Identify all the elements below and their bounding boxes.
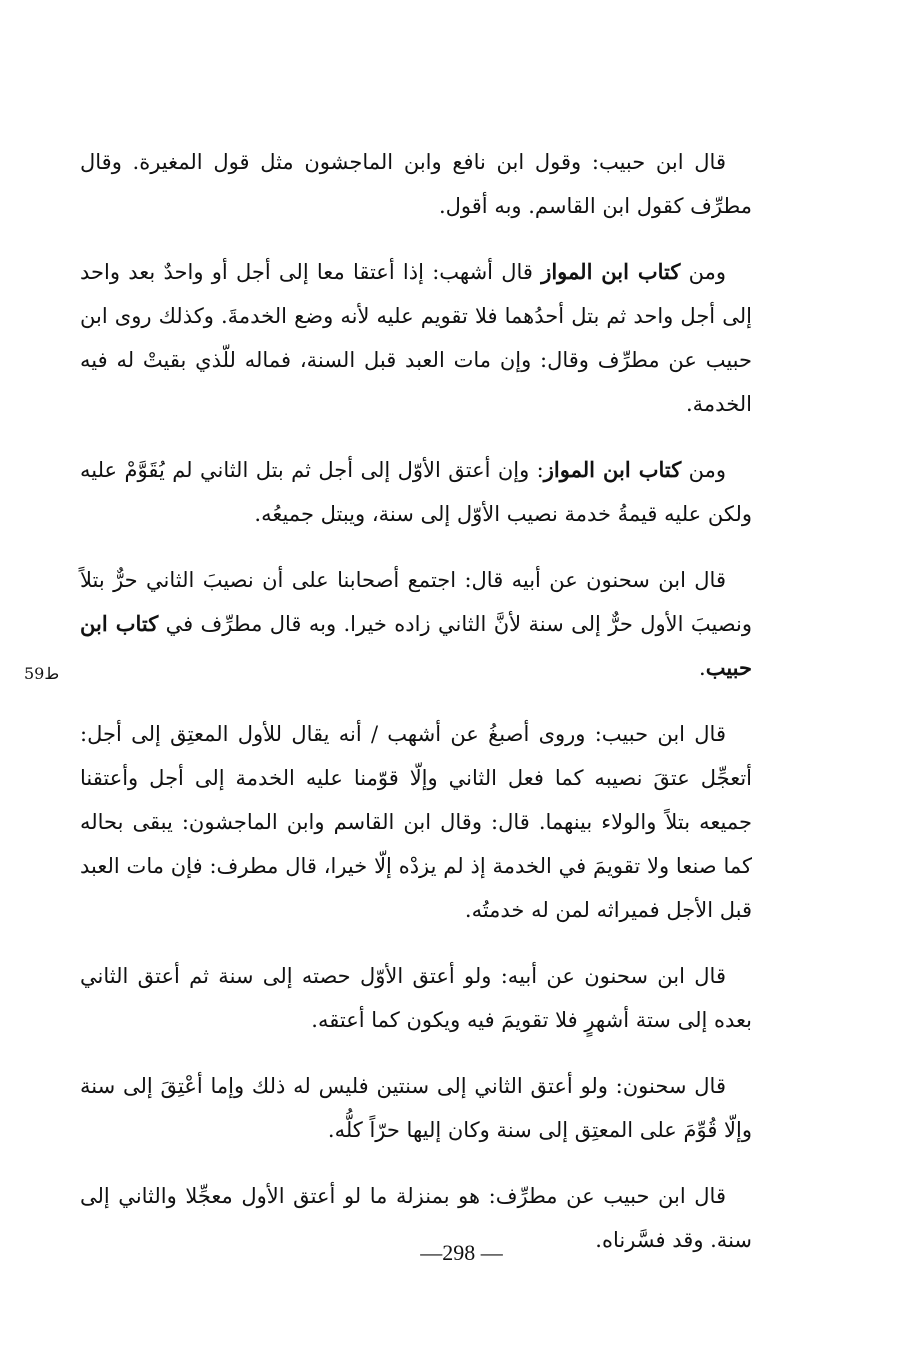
paragraph-5 <box>80 712 752 932</box>
paragraph-2 <box>80 250 752 426</box>
page-number: —298 — <box>420 1240 503 1265</box>
main-text <box>80 140 752 1284</box>
paragraph-text: قال ابن سحنون عن أبيه قال: اجتمع أصحابنا على أن نصيبَ الثاني حرٌّ بتلاً ونصيبَ الأول حرٌّ إلى سنة لأنَّ الثاني زاده خيرا. وبه قال مطرِّف في <box>80 568 752 636</box>
paragraph-text: قال أشهب: إذا أعتقا معا إلى أجل أو واحدٌ بعد واحد إلى أجل واحد ثم بتل أحدُهما فلا تقويم عليه لأنه وضع الخدمةَ. وكذلك روى ابن حبيب عن مطرِّف وقال: وإن مات العبد قبل السنة، فماله للّذي بقيتْ له فيه الخدمة. <box>80 260 752 416</box>
paragraph-1 <box>80 140 752 228</box>
paragraph-text: قال ابن سحنون عن أبيه: ولو أعتق الأوّل حصته إلى سنة ثم أعتق الثاني بعده إلى ستة أشهرٍ فلا تقويمَ فيه ويكون كما أعتقه. <box>80 964 752 1032</box>
paragraph-text: قال سحنون: ولو أعتق الثاني إلى سنتين فليس له ذلك وإما أعْتِقَ إلى سنة وإلّا قُوِّمَ على المعتِق إلى سنة وكان إليها حرّاً كلُّه. <box>80 1074 752 1142</box>
paragraph-text: قال ابن حبيب: وروى أصبغُ عن أشهب / أنه يقال للأول المعتِق إلى أجل: أتعجِّل عتقَ نصيبه كما فعل الثاني وإلّا قوّمنا عليه الخدمة إلى أجل وأعتقنا جميعه بتلاً والولاء بينهما. قال: وقال ابن القاسم وابن الماجشون: يبقى بحاله كما صنعا ولا تقويمَ في الخدمة إذ لم يزدْه إلّا خيرا، قال مطرف: فإن مات العبد قبل الأجل فميراثه لمن له خدمتُه. <box>80 722 752 922</box>
paragraph-3 <box>80 448 752 536</box>
book-title: كتاب ابن حبيب <box>80 611 752 680</box>
manuscript-folio-note: ط59 <box>24 664 60 683</box>
paragraph-text: ومن <box>681 458 726 482</box>
paragraph-4 <box>80 558 752 690</box>
book-title: كتاب ابن المواز <box>541 259 681 284</box>
paragraph-7 <box>80 1064 752 1152</box>
paragraph-text: : وإن أعتق الأوّل إلى أجل ثم بتل الثاني لم يُقَوَّمْ عليه ولكن عليه قيمةُ خدمة نصيب الأوّل إلى سنة، ويبتل جميعُه. <box>80 458 752 526</box>
paragraph-6 <box>80 954 752 1042</box>
paragraph-text: . <box>699 656 706 680</box>
book-title: كتاب ابن المواز <box>543 457 682 482</box>
paragraph-text: ومن <box>680 260 726 284</box>
paragraph-text: قال ابن حبيب: وقول ابن نافع وابن الماجشون مثل قول المغيرة. وقال مطرِّف كقول ابن القاسم. وبه أقول. <box>80 150 752 218</box>
paragraph-text: قال ابن حبيب عن مطرِّف: هو بمنزلة ما لو أعتق الأول معجِّلا والثاني إلى سنة. وقد فسَّرناه. <box>80 1184 752 1252</box>
